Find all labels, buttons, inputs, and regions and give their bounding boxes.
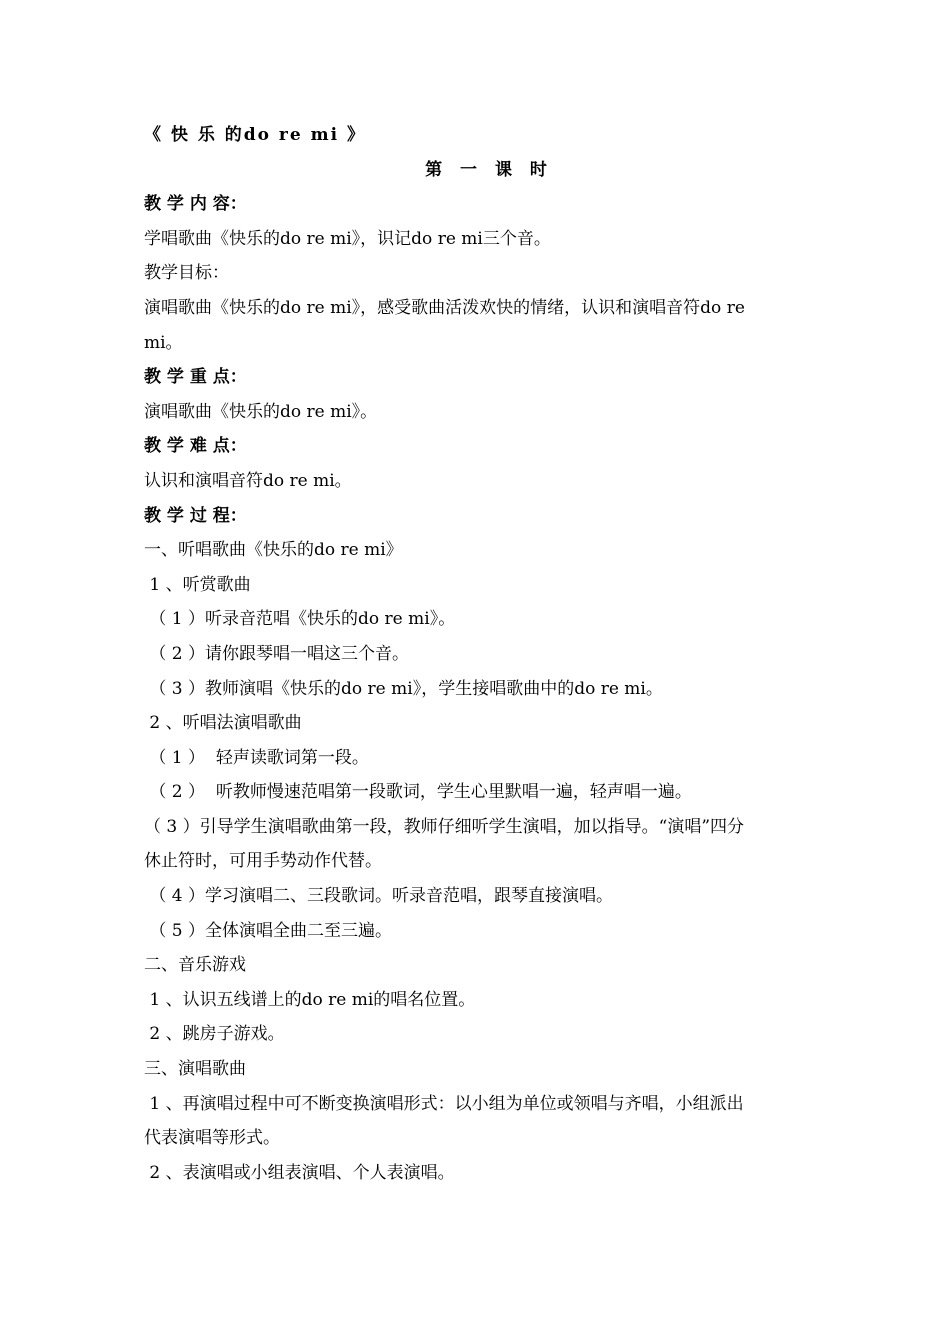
text-line: （ 1 ） 轻声读歌词第一段。 [144, 747, 369, 768]
text-line: （ 4 ）学习演唱二、三段歌词。听录音范唱，跟琴直接演唱。 [144, 886, 614, 907]
text-line: （ 3 ）引导学生演唱歌曲第一段，教师仔细听学生演唱，加以指导。“演唱”四分 [144, 816, 745, 837]
text-line: 教学目标： [144, 263, 229, 284]
text-line: 1 、再演唱过程中可不断变换演唱形式：以小组为单位或领唱与齐唱，小组派出 [144, 1093, 744, 1114]
text-line: 一、听唱歌曲《快乐的do re mi》 [144, 540, 403, 561]
document-title: 《 快 乐 的do re mi 》 [144, 125, 366, 145]
section-heading: 教 学 内 容： [144, 194, 247, 215]
text-line: （ 2 ）请你跟琴唱一唱这三个音。 [144, 643, 410, 664]
text-line: 1 、听赏歌曲 [144, 574, 251, 595]
section-heading: 教 学 难 点： [144, 436, 247, 457]
text-line: 1 、认识五线谱上的do re mi的唱名位置。 [144, 989, 476, 1010]
text-line: 演唱歌曲《快乐的do re mi》，感受歌曲活泼欢快的情绪，认识和演唱音符do re [144, 297, 745, 318]
text-line: 演唱歌曲《快乐的do re mi》。 [144, 401, 378, 422]
text-line: 二、音乐游戏 [144, 955, 246, 976]
text-line: 认识和演唱音符do re mi。 [144, 470, 352, 491]
text-line: mi。 [144, 332, 183, 353]
text-line: 三、演唱歌曲 [144, 1059, 246, 1080]
text-line: 代表演唱等形式。 [144, 1128, 280, 1149]
section-heading: 教 学 重 点： [144, 367, 247, 388]
text-line: 学唱歌曲《快乐的do re mi》，识记do re mi三个音。 [144, 228, 551, 249]
text-line: （ 2 ） 听教师慢速范唱第一段歌词，学生心里默唱一遍，轻声唱一遍。 [144, 782, 692, 803]
text-line: 2 、表演唱或小组表演唱、个人表演唱。 [144, 1162, 455, 1183]
text-line: （ 1 ）听录音范唱《快乐的do re mi》。 [144, 609, 456, 630]
lesson-heading: 第 一 课 时 [425, 159, 553, 180]
document-page [144, 118, 814, 1190]
text-line: （ 5 ）全体演唱全曲二至三遍。 [144, 920, 393, 941]
document-body [144, 187, 814, 1190]
section-heading: 教 学 过 程： [144, 505, 247, 526]
text-line: （ 3 ）教师演唱《快乐的do re mi》，学生接唱歌曲中的do re mi。 [144, 678, 663, 699]
text-line: 2 、跳房子游戏。 [144, 1024, 285, 1045]
text-line: 2 、听唱法演唱歌曲 [144, 713, 302, 734]
text-line: 休止符时，可用手势动作代替。 [144, 851, 382, 872]
